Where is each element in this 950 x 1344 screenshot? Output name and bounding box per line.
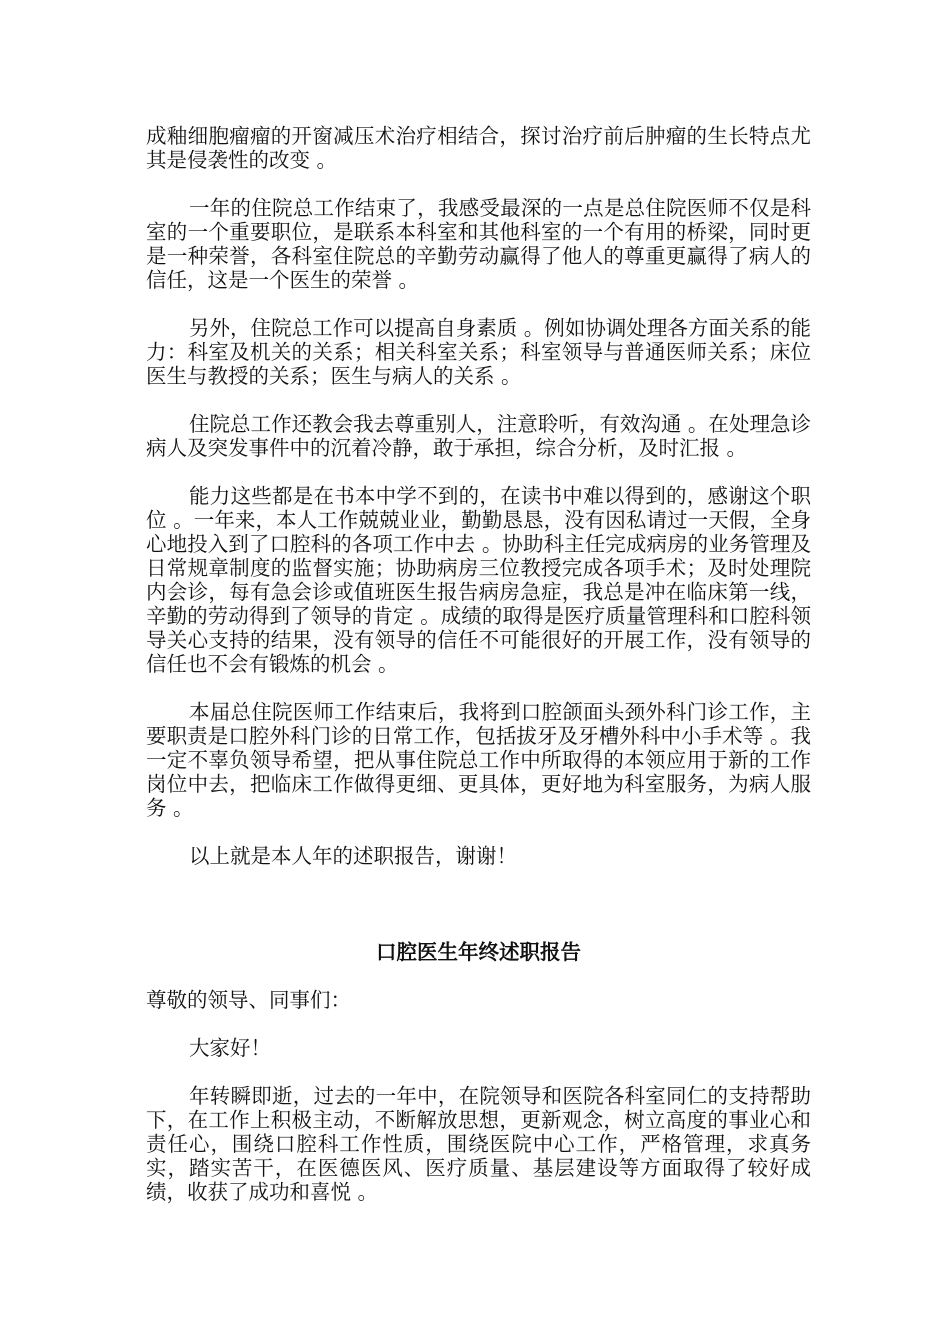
paragraph-thanks: 以上就是本人年的述职报告，谢谢！	[189, 844, 517, 868]
paragraph-coordination: 另外，住院总工作可以提高自身素质 。例如协调处理各方面关系的能力：科室及机关的关系；相关科室关系；科室领导与普通医师关系；床位医生与教授的关系；医生与病人的关系 。	[146, 316, 811, 388]
paragraph-communication: 住院总工作还教会我去尊重别人，注意聆听，有效沟通 。在处理急诊病人及突发事件中的沉着冷静，敢于承担，综合分析，及时汇报 。	[146, 412, 811, 460]
report-title: 口腔医生年终述职报告	[376, 940, 581, 964]
salutation: 尊敬的领导、同事们：	[146, 988, 351, 1012]
paragraph-year-review: 年转瞬即逝，过去的一年中，在院领导和医院各科室同仁的支持帮助下，在工作上积极主动，不断解放思想，更新观念，树立高度的事业心和责任心，围绕口腔科工作性质，围绕医院中心工作，严格管理，求真务实，踏实苦干，在医德医风、医疗质量、基层建设等方面取得了较好成绩，收获了成功和喜悦 。	[146, 1084, 811, 1204]
paragraph-future-work: 本届总住院医师工作结束后，我将到口腔颌面头颈外科门诊工作，主要职责是口腔外科门诊的日常工作，包括拔牙及牙槽外科中小手术等 。我一定不辜负领导希望，把从事住院总工作中所取得的本领应用于新的工作岗位中去，把临床工作做得更细、更具体，更好地为科室服务，为病人服务 。	[146, 700, 811, 820]
paragraph-honor: 一年的住院总工作结束了，我感受最深的一点是总住院医师不仅是科室的一个重要职位，是联系本科室和其他科室的一个有用的桥梁，同时更是一种荣誉，各科室住院总的辛勤劳动赢得了他人的尊重更赢得了病人的信任，这是一个医生的荣誉 。	[146, 196, 811, 292]
greeting: 大家好！	[189, 1036, 271, 1060]
paragraph-continuation: 成釉细胞瘤瘤的开窗减压术治疗相结合，探讨治疗前后肿瘤的生长特点尤其是侵袭性的改变 。	[146, 124, 811, 172]
paragraph-abilities: 能力这些都是在书本中学不到的，在读书中难以得到的，感谢这个职位 。一年来，本人工作兢兢业业，勤勤恳恳，没有因私请过一天假，全身心地投入到了口腔科的各项工作中去 。协助科主任完成病房的业务管理及日常规章制度的监督实施；协助病房三位教授完成各项手术；及时处理院内会诊，每有急会诊或值班医生报告病房急症，我总是冲在临床第一线，辛勤的劳动得到了领导的肯定 。成绩的取得是医疗质量管理科和口腔科领导关心支持的结果，没有领导的信任不可能很好的开展工作，没有领导的信任也不会有锻炼的机会 。	[146, 484, 811, 676]
document-page	[146, 124, 811, 1228]
